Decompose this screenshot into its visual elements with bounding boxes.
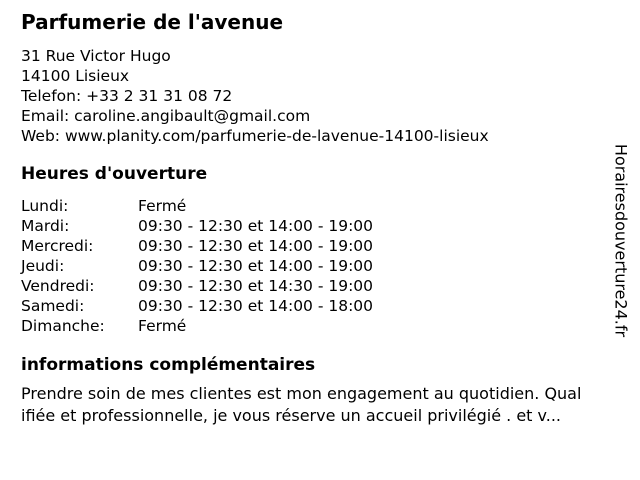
day-hours: 09:30 - 12:30 et 14:00 - 18:00: [138, 297, 374, 315]
hours-row: [21, 316, 373, 336]
site-watermark: Horairesdouverture24.fr: [611, 143, 631, 338]
email-line: Email: caroline.angibault@gmail.com: [21, 107, 311, 125]
hours-row: [21, 276, 373, 296]
day-hours: 09:30 - 12:30 et 14:00 - 19:00: [138, 237, 374, 255]
day-hours: 09:30 - 12:30 et 14:00 - 19:00: [138, 217, 374, 235]
day-label: Samedi:: [21, 297, 85, 315]
day-hours: Fermé: [138, 317, 187, 335]
additional-info-heading: informations complémentaires: [21, 355, 316, 375]
hours-table: [21, 196, 373, 336]
opening-hours-heading: Heures d'ouverture: [21, 164, 208, 184]
day-label: Jeudi:: [21, 257, 65, 275]
day-label: Vendredi:: [21, 277, 95, 295]
address-street-line: 31 Rue Victor Hugo: [21, 47, 171, 65]
page-title: Parfumerie de l'avenue: [21, 10, 284, 34]
info-text-line: ifiée et professionnelle, je vous réserve un accueil privilégié . et v...: [21, 406, 562, 425]
contact-block: [21, 46, 489, 146]
phone-line: Telefon: +33 2 31 31 08 72: [21, 87, 233, 105]
info-text-line: Prendre soin de mes clientes est mon engagement au quotidien. Qual: [21, 384, 582, 403]
website-line: Web: www.planity.com/parfumerie-de-lavenue-14100-lisieux: [21, 127, 489, 145]
hours-row: [21, 196, 373, 216]
day-hours: Fermé: [138, 197, 187, 215]
day-hours: 09:30 - 12:30 et 14:30 - 19:00: [138, 277, 374, 295]
day-label: Mercredi:: [21, 237, 94, 255]
hours-row: [21, 256, 373, 276]
additional-info-paragraph: [21, 383, 581, 427]
hours-row: [21, 296, 373, 316]
day-label: Mardi:: [21, 217, 70, 235]
hours-row: [21, 216, 373, 236]
day-hours: 09:30 - 12:30 et 14:00 - 19:00: [138, 257, 374, 275]
address-city-line: 14100 Lisieux: [21, 67, 130, 85]
day-label: Lundi:: [21, 197, 69, 215]
hours-row: [21, 236, 373, 256]
day-label: Dimanche:: [21, 317, 105, 335]
